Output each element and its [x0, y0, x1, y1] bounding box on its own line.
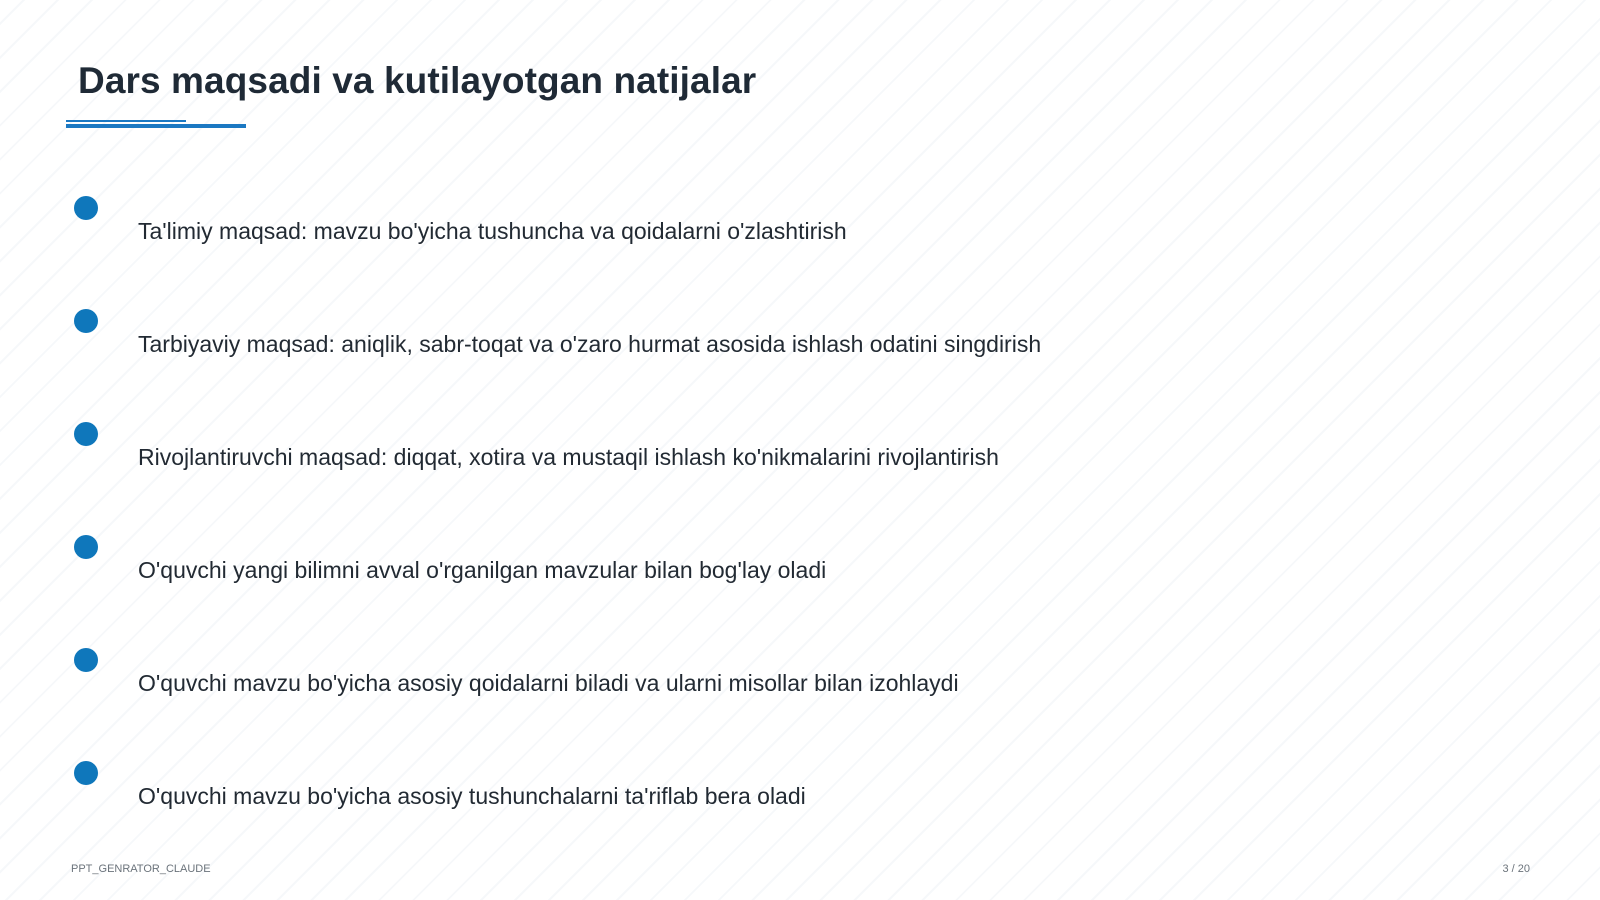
bullet-item	[0, 648, 1600, 728]
bullet-item	[0, 422, 1600, 502]
bullet-item	[0, 309, 1600, 389]
bullet-text: Rivojlantiruvchi maqsad: diqqat, xotira va mustaqil ishlash ko'nikmalarini rivojlantirish	[138, 444, 999, 470]
bullet-dot-icon	[74, 196, 98, 220]
bullet-text: O'quvchi yangi bilimni avval o'rganilgan mavzular bilan bog'lay oladi	[138, 557, 827, 583]
bullet-text: Ta'limiy maqsad: mavzu bo'yicha tushuncha va qoidalarni o'zlashtirish	[138, 218, 847, 244]
slide-title: Dars maqsadi va kutilayotgan natijalar	[78, 60, 757, 101]
bullet-text: Tarbiyaviy maqsad: aniqlik, sabr-toqat va o'zaro hurmat asosida ishlash odatini singdirish	[138, 331, 1042, 357]
page-number: 3 / 20	[1502, 863, 1530, 875]
bullet-item	[0, 196, 1600, 276]
title-underline-accent	[66, 120, 186, 122]
bullet-dot-icon	[74, 422, 98, 446]
bullet-dot-icon	[74, 648, 98, 672]
bullet-dot-icon	[74, 761, 98, 785]
bullet-item	[0, 761, 1600, 841]
bullet-text: O'quvchi mavzu bo'yicha asosiy qoidalarni biladi va ularni misollar bilan izohlaydi	[138, 670, 959, 696]
bullet-dot-icon	[74, 535, 98, 559]
title-underline	[66, 124, 246, 128]
bullet-item	[0, 535, 1600, 615]
footer-label: PPT_GENRATOR_CLAUDE	[71, 863, 211, 875]
bullet-dot-icon	[74, 309, 98, 333]
bullet-text: O'quvchi mavzu bo'yicha asosiy tushunchalarni ta'riflab bera oladi	[138, 783, 806, 809]
